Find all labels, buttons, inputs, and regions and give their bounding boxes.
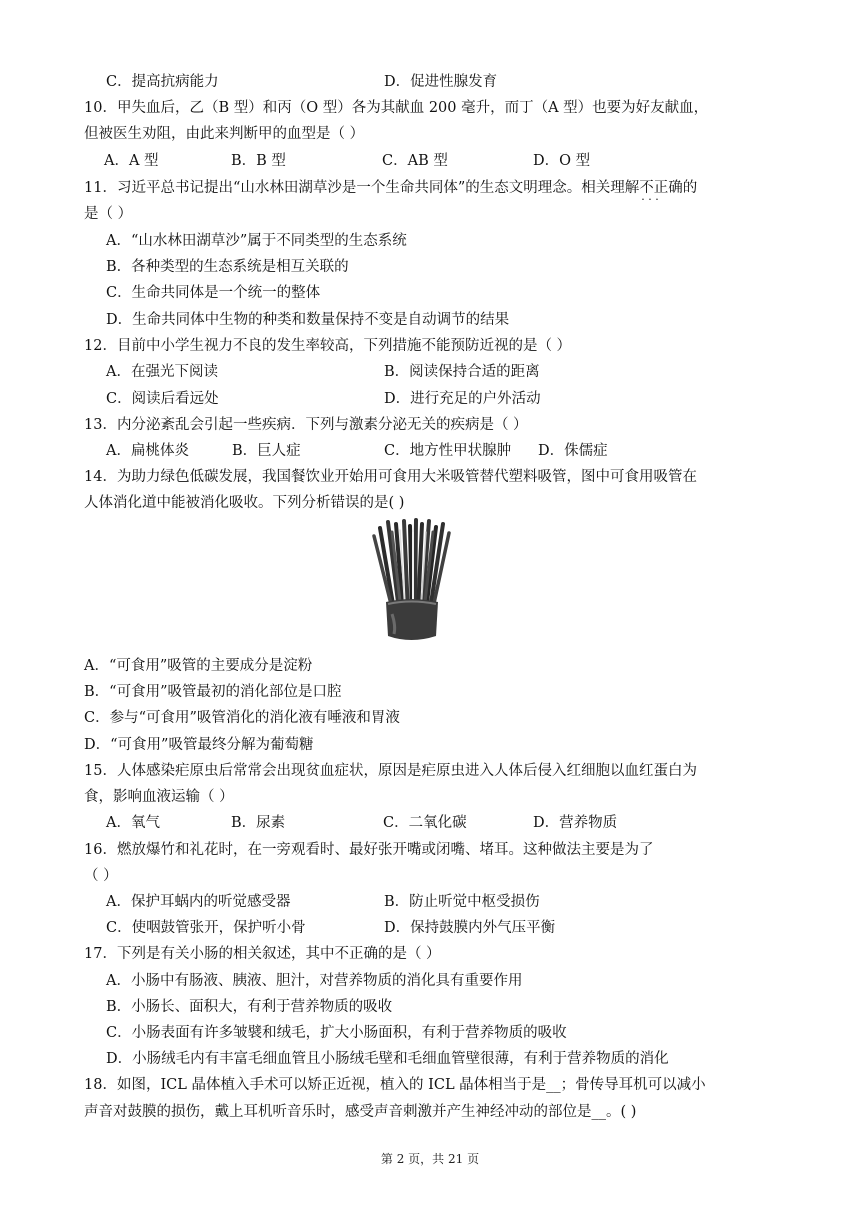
question-13-option-a: A．扁桃体炎 [106, 443, 189, 459]
question-13-option-b: B．巨人症 [232, 443, 301, 459]
question-10-stem: 10．甲失血后，乙（B 型）和丙（O 型）各为其献血 200 毫升，而丁（A 型）也要为好友献血， [84, 100, 709, 116]
question-17-option-a: A．小肠中有肠液、胰液、胆汁，对营养物质的消化具有重要作用 [106, 973, 523, 989]
question-11-stem-text: 11．习近平总书记提出“山水林田湖草沙是一个生命共同体”的生态文明理念。相关理解 [84, 180, 640, 196]
question-15-option-a: A．氧气 [106, 815, 160, 831]
question-12-stem: 12．目前中小学生视力不良的发生率较高，下列措施不能预防近视的是（ ） [84, 338, 572, 354]
question-11-option-a: A．“山水林田湖草沙”属于不同类型的生态系统 [106, 233, 407, 249]
question-10-option-d: D．O 型 [533, 153, 591, 169]
question-13-option-d: D．侏儒症 [538, 443, 608, 459]
option-d: D．促进性腺发育 [384, 74, 498, 90]
question-15-stem-cont: 食，影响血液运输（ ） [84, 789, 234, 805]
question-10-stem-cont: 但被医生劝阻，由此来判断甲的血型是（ ） [84, 126, 365, 142]
page-number-footer: 第 2 页，共 21 页 [380, 1152, 480, 1166]
question-13-stem: 13．内分泌紊乱会引起一些疾病．下列与激素分泌无关的疾病是（ ） [84, 417, 528, 433]
question-12-option-a: A．在强光下阅读 [106, 364, 218, 380]
question-10-option-c: C．AB 型 [382, 153, 448, 169]
question-14-option-a: A．“可食用”吸管的主要成分是淀粉 [84, 658, 313, 674]
question-18-stem-cont: 声音对鼓膜的损伤，戴上耳机听音乐时，感受声音刺激并产生神经冲动的部位是__。( ) [84, 1104, 637, 1120]
question-17-option-d: D．小肠绒毛内有丰富毛细血管且小肠绒毛壁和毛细血管壁很薄，有利于营养物质的消化 [106, 1051, 669, 1067]
question-14-stem-cont: 人体消化道中能被消化吸收。下列分析错误的是( ) [84, 495, 405, 511]
question-16-option-d: D．保持鼓膜内外气压平衡 [384, 920, 556, 936]
question-11-option-c: C．生命共同体是一个统一的整体 [106, 285, 321, 301]
question-16-option-a: A．保护耳蜗内的听觉感受器 [106, 894, 291, 910]
question-15-option-d: D．营养物质 [533, 815, 618, 831]
question-16-stem: 16．燃放爆竹和礼花时，在一旁观看时、最好张开嘴或闭嘴、堵耳。这种做法主要是为了 [84, 842, 654, 858]
question-14-option-c: C．参与“可食用”吸管消化的消化液有唾液和胃液 [84, 710, 400, 726]
question-15-stem: 15．人体感染疟原虫后常常会出现贫血症状，原因是疟原虫进入人体后侵入红细胞以血红蛋白为 [84, 763, 697, 779]
question-17-stem: 17．下列是有关小肠的相关叙述，其中不正确的是（ ） [84, 946, 441, 962]
question-16-option-b: B．防止听觉中枢受损伤 [384, 894, 540, 910]
question-10-option-a: A．A 型 [104, 153, 159, 169]
question-16-stem-cont: （ ） [84, 868, 118, 884]
question-14-option-b: B．“可食用”吸管最初的消化部位是口腔 [84, 684, 342, 700]
question-10-option-b: B．B 型 [231, 153, 286, 169]
question-11-option-d: D．生命共同体中生物的种类和数量保持不变是自动调节的结果 [106, 312, 510, 328]
question-16-option-c: C．使咽鼓管张开，保护听小骨 [106, 920, 306, 936]
question-11-option-b: B．各种类型的生态系统是相互关联的 [106, 259, 349, 275]
question-14-option-d: D．“可食用”吸管最终分解为葡萄糖 [84, 737, 314, 753]
emphasis-not-correct: 不正确 · · · [639, 178, 683, 198]
question-15-option-c: C．二氧化碳 [383, 815, 467, 831]
question-13-option-c: C．地方性甲状腺肿 [384, 443, 512, 459]
question-11-stem-cont: 是（ ） [84, 206, 133, 222]
question-17-option-c: C．小肠表面有许多皱襞和绒毛，扩大小肠面积，有利于营养物质的吸收 [106, 1025, 567, 1041]
question-11-stem-tail: 的 [682, 180, 698, 196]
edible-straws-photo [352, 518, 470, 646]
question-11-stem [84, 178, 697, 198]
question-15-option-b: B．尿素 [231, 815, 286, 831]
option-c: C．提高抗病能力 [106, 74, 219, 90]
question-18-stem: 18．如图，ICL 晶体植入手术可以矫正近视，植入的 ICL 晶体相当于是__；骨传导耳机可以减小 [84, 1077, 706, 1093]
question-12-option-b: B．阅读保持合适的距离 [384, 364, 540, 380]
question-17-option-b: B．小肠长、面积大，有利于营养物质的吸收 [106, 999, 393, 1015]
question-12-option-c: C．阅读后看远处 [106, 391, 219, 407]
question-14-stem: 14．为助力绿色低碳发展，我国餐饮业开始用可食用大米吸管替代塑料吸管，图中可食用吸管在 [84, 469, 697, 485]
question-12-option-d: D．进行充足的户外活动 [384, 391, 541, 407]
